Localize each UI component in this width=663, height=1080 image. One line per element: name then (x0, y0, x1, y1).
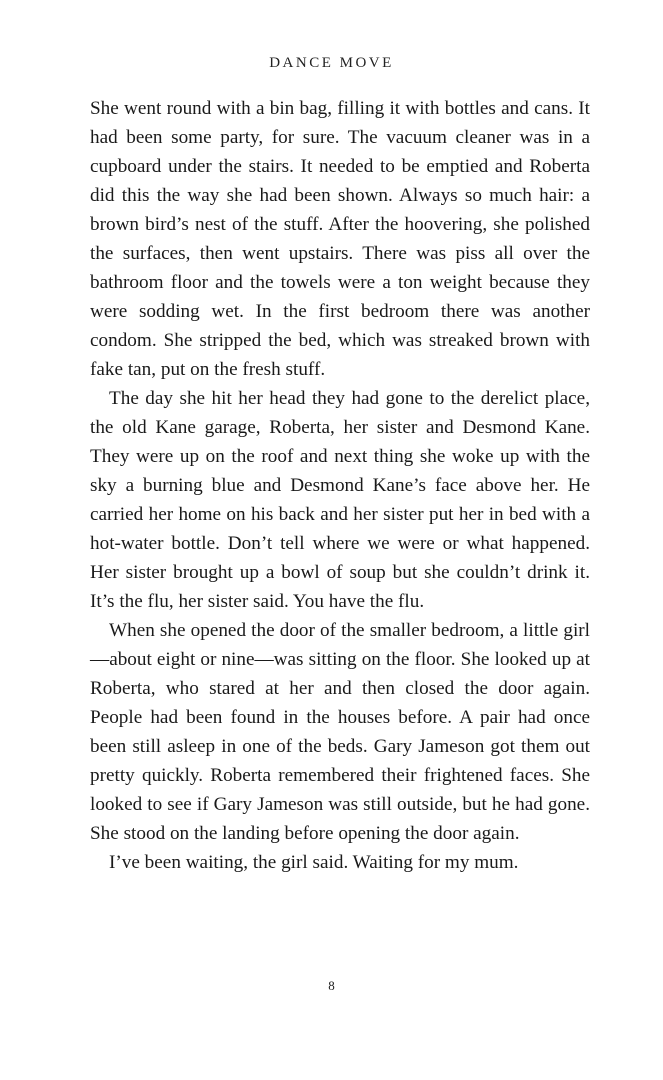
body-text (90, 94, 590, 877)
paragraph-1: She went round with a bin bag, filling it with bottles and cans. It had been some party, for sure. The vacuum cleaner was in a cupboard under the stairs. It needed to be emptied and Roberta did this the way she had been shown. Always so much hair: a brown bird’s nest of the stuff. After the hoovering, she polished the surfaces, then went upstairs. There was piss all over the bathroom floor and the towels were a ton weight because they were sodding wet. In the first bedroom there was another condom. She stripped the bed, which was streaked brown with fake tan, put on the fresh stuff. (90, 98, 590, 380)
paragraph-4: I’ve been waiting, the girl said. Waiting for my mum. (109, 852, 519, 873)
paragraph-2: The day she hit her head they had gone to the derelict place, the old Kane garage, Roberta, her sister and Desmond Kane. They were up on the roof and next thing she woke up with the sky a burning blue and Desmond Kane’s face above her. He carried her home on his back and her sister put her in bed with a hot-water bottle. Don’t tell where we were or what happened. Her sister brought up a bowl of soup but she couldn’t drink it. It’s the flu, her sister said. You have the flu. (90, 388, 590, 612)
paragraph-3: When she opened the door of the smaller bedroom, a little girl—about eight or nine—was sitting on the floor. She looked up at Roberta, who stared at her and then closed the door again. People had been found in the houses before. A pair had once been still asleep in one of the beds. Gary Jameson got them out pretty quickly. Roberta remembered their frightened faces. She looked to see if Gary Jameson was still outside, but he had gone. She stood on the landing before opening the door again. (90, 620, 590, 844)
page-number: 8 (328, 978, 335, 993)
running-head: DANCE MOVE (269, 55, 394, 71)
